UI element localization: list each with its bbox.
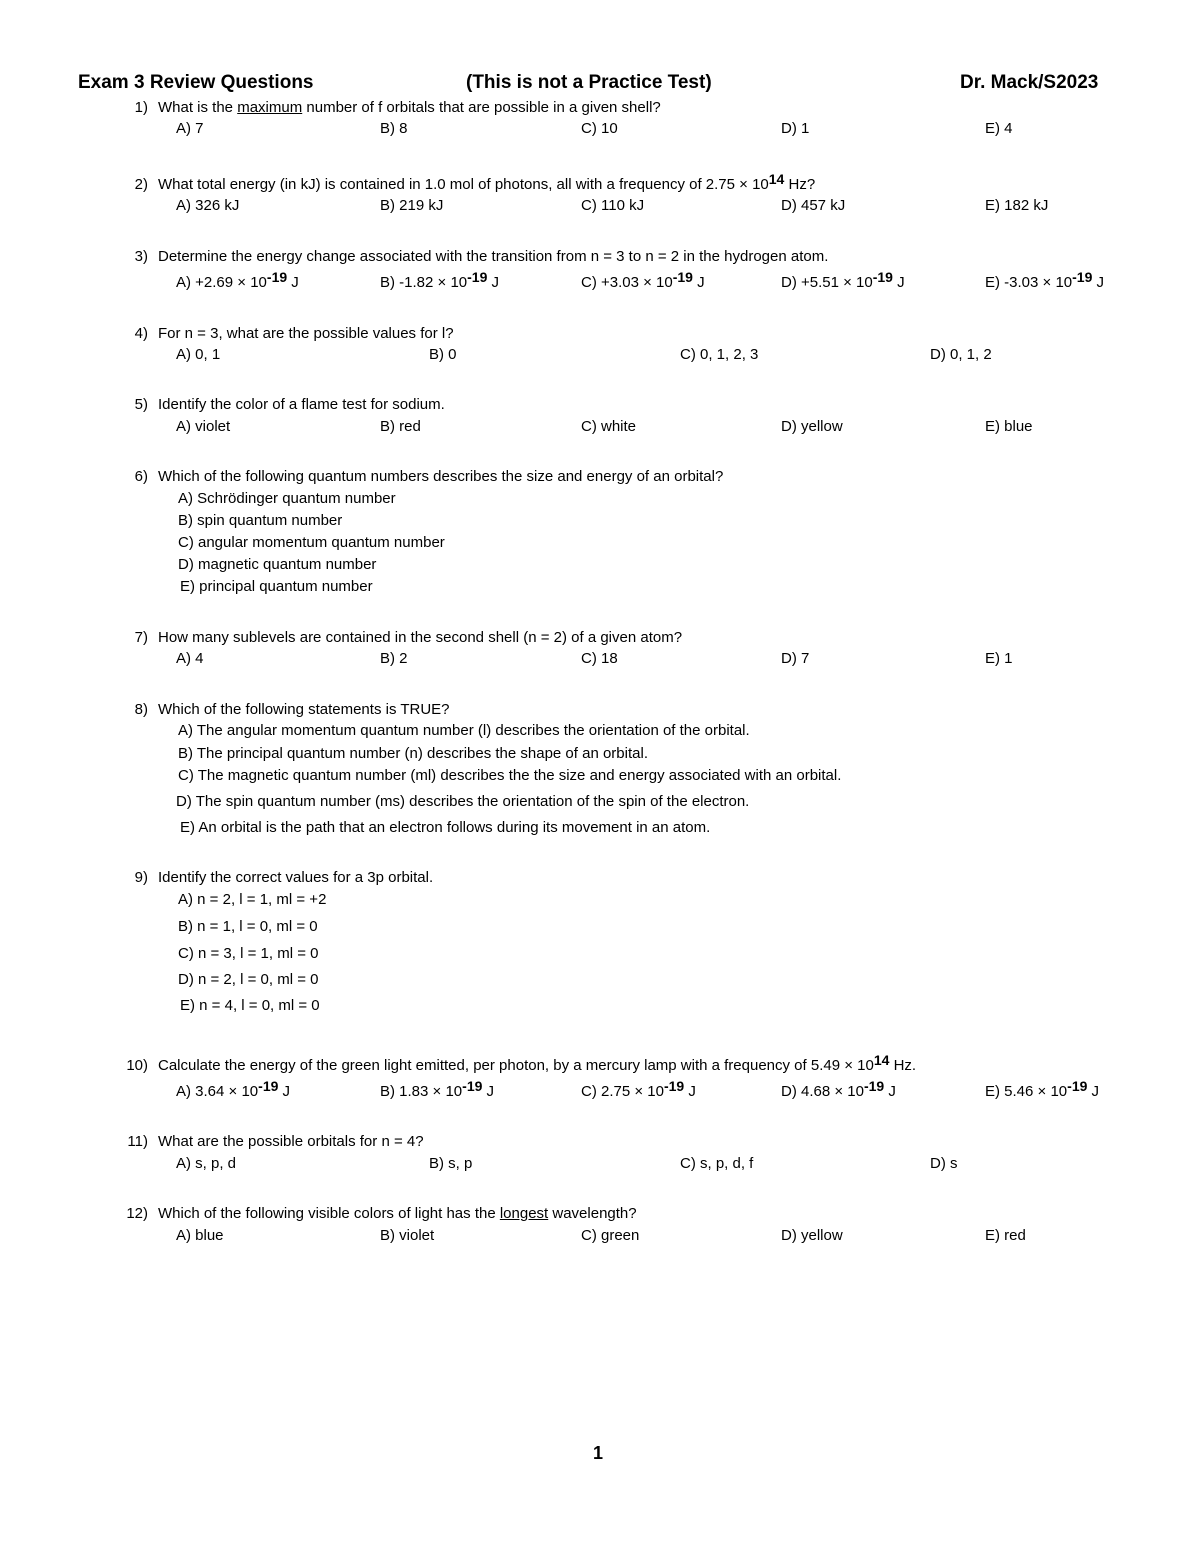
- option-d: D) n = 2, l = 0, ml = 0: [178, 971, 319, 988]
- question-text: [158, 99, 661, 116]
- option-e: [985, 1078, 1100, 1100]
- exponent: 14: [873, 1052, 890, 1068]
- option-c: C) white: [581, 418, 637, 435]
- option-value: D) +5.51 × 10: [781, 274, 873, 291]
- unit: J: [692, 274, 705, 291]
- option-value: B) -1.82 × 10: [380, 274, 468, 291]
- option-b: [380, 269, 500, 291]
- option-value: A) 3.64 × 10: [176, 1083, 259, 1100]
- unit: J: [1092, 274, 1105, 291]
- question-text-part: Which of the following visible colors of light has the: [158, 1205, 500, 1222]
- option-a: A) Schrödinger quantum number: [178, 490, 396, 507]
- exponent: -19: [258, 1078, 279, 1094]
- question-number: 11): [127, 1133, 148, 1150]
- option-b: B) n = 1, l = 0, ml = 0: [178, 918, 318, 935]
- question-number: 2): [134, 176, 148, 193]
- question-number: 1): [134, 99, 148, 116]
- option-e: E) 1: [985, 650, 1013, 667]
- unit: J: [1087, 1083, 1100, 1100]
- option-value: D) 4.68 × 10: [781, 1083, 864, 1100]
- option-b: B) The principal quantum number (n) describes the shape of an orbital.: [178, 745, 648, 762]
- exponent: -19: [467, 269, 488, 285]
- question-text: [158, 1205, 637, 1222]
- option-value: E) -3.03 × 10: [985, 274, 1073, 291]
- question-text: For n = 3, what are the possible values for l?: [158, 325, 454, 342]
- question-text: Which of the following statements is TRUE?: [158, 701, 450, 718]
- unit: J: [287, 274, 299, 291]
- question-text-part: What total energy (in kJ) is contained in 1.0 mol of photons, all with a frequency of 2.75 × 10: [158, 176, 769, 193]
- question-text: [158, 171, 816, 193]
- option-a: A) 326 kJ: [176, 197, 240, 214]
- question-text-part: number of f orbitals that are possible in a given shell?: [302, 99, 661, 116]
- exponent: 14: [768, 171, 785, 187]
- unit: J: [482, 1083, 495, 1100]
- question-text-part: What is the: [158, 99, 238, 116]
- option-d: D) magnetic quantum number: [178, 556, 377, 573]
- unit: J: [884, 1083, 896, 1100]
- option-b: B) red: [380, 418, 421, 435]
- header-title: Exam 3 Review Questions: [78, 72, 314, 93]
- question-number: 7): [134, 629, 148, 646]
- option-b: B) violet: [380, 1227, 435, 1244]
- exponent: -19: [266, 269, 288, 285]
- option-e: E) red: [985, 1227, 1026, 1244]
- question-number: 5): [134, 396, 148, 413]
- option-a: A) violet: [176, 418, 231, 435]
- exponent: -19: [863, 1078, 885, 1094]
- option-d: [781, 269, 905, 291]
- exponent: -19: [1072, 269, 1093, 285]
- option-b: B) 0: [429, 346, 457, 363]
- exponent: -19: [672, 269, 693, 285]
- question-number: 6): [134, 468, 148, 485]
- option-value: A) +2.69 × 10: [176, 274, 267, 291]
- option-d: D) 457 kJ: [781, 197, 846, 214]
- option-c: C) 18: [581, 650, 618, 667]
- option-a: [176, 1078, 291, 1100]
- option-e: E) 4: [985, 120, 1013, 137]
- question-text: Identify the correct values for a 3p orbital.: [158, 869, 434, 886]
- question-text-part: Calculate the energy of the green light emitted, per photon, by a mercury lamp with a frequency of 5.49 × 10: [158, 1057, 874, 1074]
- option-a: A) The angular momentum quantum number (l) describes the orientation of the orbital.: [178, 722, 750, 739]
- unit: J: [892, 274, 905, 291]
- unit: J: [684, 1083, 696, 1100]
- option-c: C) 10: [581, 120, 618, 137]
- option-e: E) 182 kJ: [985, 197, 1049, 214]
- option-a: A) 7: [176, 120, 204, 137]
- exponent: -19: [462, 1078, 483, 1094]
- option-value: E) 5.46 × 10: [985, 1083, 1068, 1100]
- question-text: [158, 1052, 917, 1074]
- question-text: Which of the following quantum numbers describes the size and energy of an orbital?: [158, 468, 724, 485]
- option-c: C) 0, 1, 2, 3: [680, 346, 759, 363]
- option-b: B) s, p: [429, 1155, 473, 1172]
- option-c: C) The magnetic quantum number (ml) describes the the size and energy associated with an orbital.: [178, 767, 842, 784]
- question-text: What are the possible orbitals for n = 4?: [158, 1133, 424, 1150]
- option-d: D) yellow: [781, 418, 843, 435]
- option-c: [581, 1078, 696, 1100]
- option-d: D) 1: [781, 120, 810, 137]
- option-c: C) angular momentum quantum number: [178, 534, 445, 551]
- underlined-word: maximum: [237, 99, 303, 116]
- question-text: Identify the color of a flame test for sodium.: [158, 396, 445, 413]
- option-a: A) s, p, d: [176, 1155, 237, 1172]
- option-e: [985, 269, 1105, 291]
- option-e: E) An orbital is the path that an electron follows during its movement in an atom.: [180, 819, 711, 836]
- question-number: 8): [134, 701, 148, 718]
- underlined-word: longest: [499, 1205, 549, 1222]
- question-number: 4): [134, 325, 148, 342]
- option-d: D) yellow: [781, 1227, 843, 1244]
- option-d: D) The spin quantum number (ms) describes the orientation of the spin of the electron.: [176, 793, 750, 810]
- exponent: -19: [872, 269, 893, 285]
- option-e: E) blue: [985, 418, 1033, 435]
- exponent: -19: [663, 1078, 685, 1094]
- option-value: C) +3.03 × 10: [581, 274, 673, 291]
- option-e: E) n = 4, l = 0, ml = 0: [180, 997, 320, 1014]
- page-number: 1: [593, 1443, 604, 1463]
- option-b: [380, 1078, 495, 1100]
- exponent: -19: [1067, 1078, 1088, 1094]
- header-author: Dr. Mack/S2023: [960, 72, 1099, 93]
- question-text: How many sublevels are contained in the second shell (n = 2) of a given atom?: [158, 629, 683, 646]
- option-a: [176, 269, 299, 291]
- option-b: B) 219 kJ: [380, 197, 444, 214]
- question-text: Determine the energy change associated with the transition from n = 3 to n = 2 in the hydrogen atom.: [158, 248, 829, 265]
- option-e: E) principal quantum number: [180, 578, 373, 595]
- question-number: 9): [134, 869, 148, 886]
- option-c: [581, 269, 705, 291]
- option-b: B) 2: [380, 650, 408, 667]
- option-d: D) s: [930, 1155, 958, 1172]
- option-b: B) spin quantum number: [178, 512, 343, 529]
- option-d: [781, 1078, 896, 1100]
- unit: J: [487, 274, 500, 291]
- question-text-part: Hz.: [889, 1057, 917, 1074]
- option-a: A) 0, 1: [176, 346, 221, 363]
- option-a: A) n = 2, l = 1, ml = +2: [178, 891, 327, 908]
- option-value: B) 1.83 × 10: [380, 1083, 463, 1100]
- option-c: C) 110 kJ: [581, 197, 645, 214]
- header-note: (This is not a Practice Test): [466, 72, 712, 93]
- question-text-part: wavelength?: [548, 1205, 637, 1222]
- option-c: C) n = 3, l = 1, ml = 0: [178, 945, 319, 962]
- question-number: 12): [126, 1205, 148, 1222]
- question-number: 10): [126, 1057, 148, 1074]
- option-c: C) green: [581, 1227, 640, 1244]
- option-value: C) 2.75 × 10: [581, 1083, 664, 1100]
- question-number: 3): [134, 248, 148, 265]
- option-b: B) 8: [380, 120, 408, 137]
- option-d: D) 7: [781, 650, 810, 667]
- option-c: C) s, p, d, f: [680, 1155, 754, 1172]
- option-d: D) 0, 1, 2: [930, 346, 992, 363]
- option-a: A) 4: [176, 650, 204, 667]
- question-text-part: Hz?: [784, 176, 816, 193]
- option-a: A) blue: [176, 1227, 224, 1244]
- unit: J: [278, 1083, 291, 1100]
